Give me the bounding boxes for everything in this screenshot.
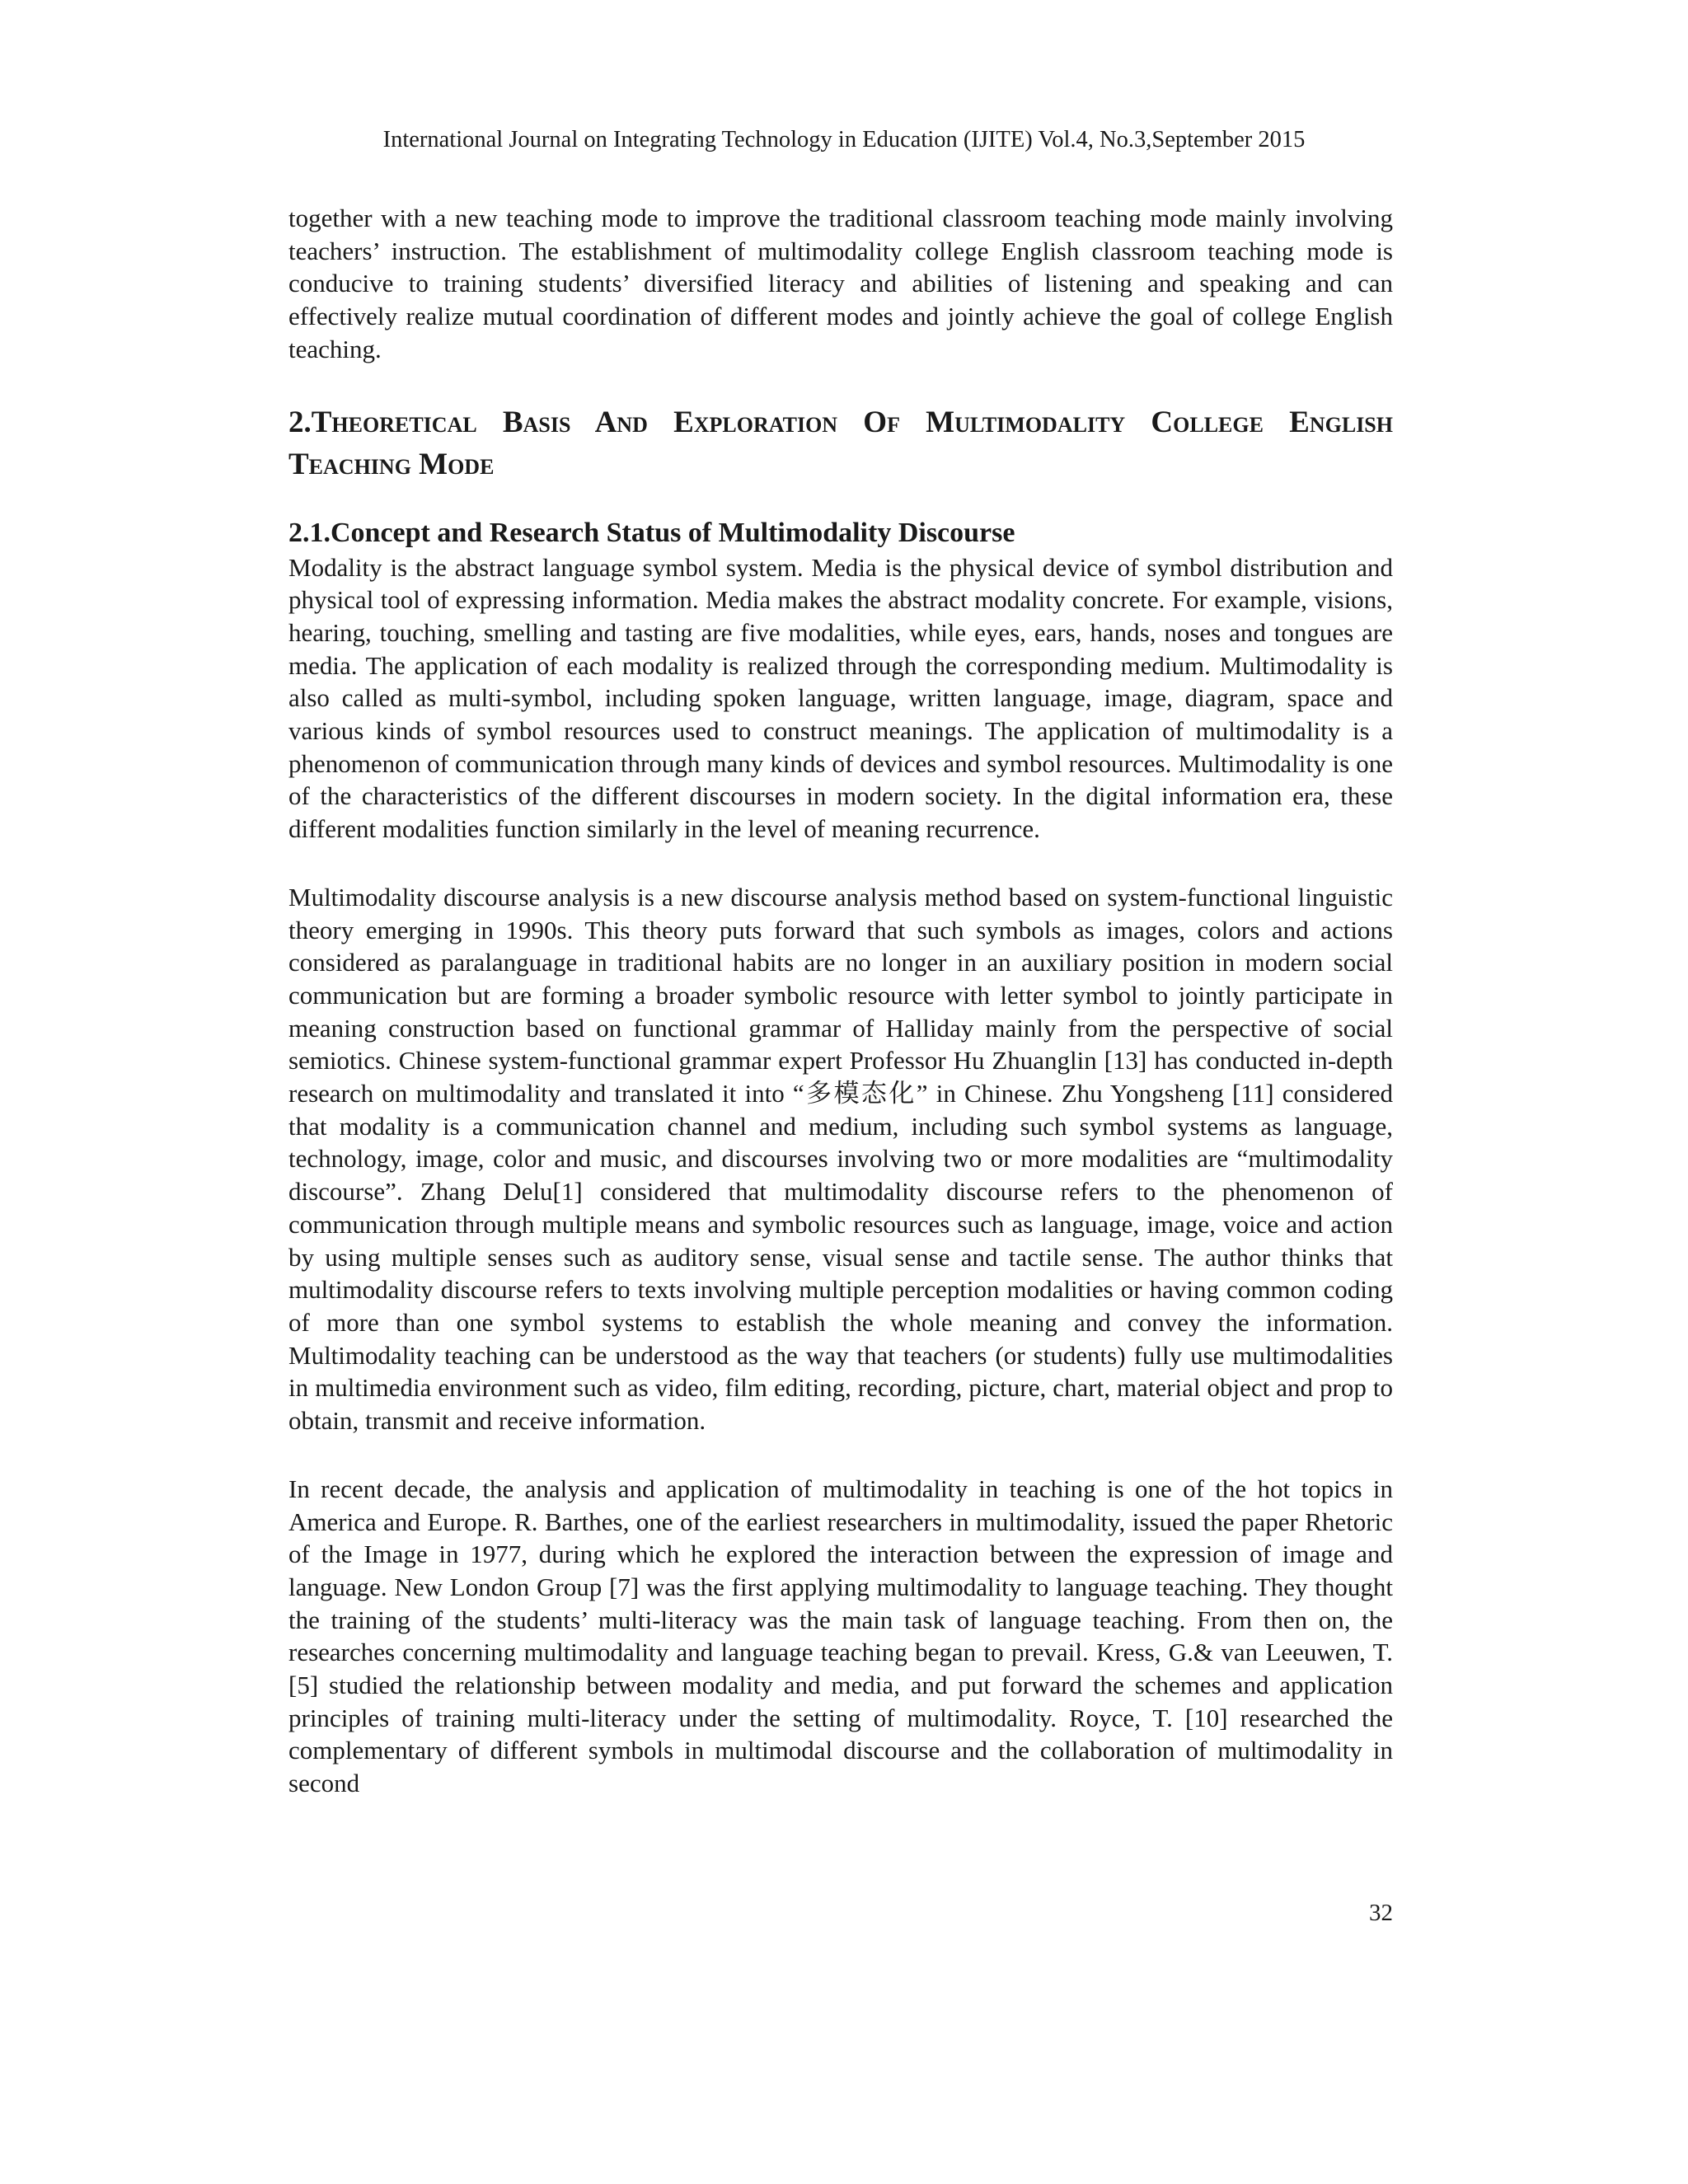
paragraph-discourse-analysis: Multimodality discourse analysis is a new discourse analysis method based on system-functional linguistic theory emerging in 1990s. This theory puts forward that such symbols as images, colors and actions considered as paralanguage in traditional habits are no longer in an auxiliary position in modern social communication but are forming a broader symbolic resource with letter symbol to jointly participate in meaning construction based on functional grammar of Halliday mainly from the perspective of social semiotics. Chinese system-functional grammar expert Professor Hu Zhuanglin [13] has conducted in-depth research on multimodality and translated it into “多模态化” in Chinese. Zhu Yongsheng [11] considered that modality is a communication channel and medium, including such symbol systems as language, technology, image, color and music, and discourses involving two or more modalities are “multimodality discourse”. Zhang Delu[1] considered that multimodality discourse refers to the phenomenon of communication through multiple means and symbolic resources such as language, image, voice and action by using multiple senses such as auditory sense, visual sense and tactile sense. The author thinks that multimodality discourse refers to texts involving multiple perception modalities or having common coding of more than one symbol systems to establish the whole meaning and convey the information. Multimodality teaching can be understood as the way that teachers (or students) fully use multimodalities in multimedia environment such as video, film editing, recording, picture, chart, material object and prop to obtain, transmit and receive information. bbox=[288, 882, 1393, 1436]
section-heading: 2.Theoretical Basis And Exploration Of Multimodality College English Teaching Mode bbox=[288, 405, 1393, 481]
page-number: 32 bbox=[1369, 1900, 1393, 1926]
subsection-heading: 2.1.Concept and Research Status of Multimodality Discourse bbox=[288, 517, 1015, 548]
page-body bbox=[288, 202, 1393, 1800]
running-header: International Journal on Integrating Technology in Education (IJITE) Vol.4, No.3,September 2015 bbox=[382, 127, 1306, 152]
intro-paragraph: together with a new teaching mode to improve the traditional classroom teaching mode mainly involving teachers’ instruction. The establishment of multimodality college English classroom teaching mode is conducive to training students’ diversified literacy and abilities of listening and speaking and can effectively realize mutual coordination of different modes and jointly achieve the goal of college English teaching. bbox=[288, 204, 1393, 363]
paragraph-research-status: In recent decade, the analysis and application of multimodality in teaching is one of the hot topics in America and Europe. R. Barthes, one of the earliest researchers in multimodality, issued the paper Rhetoric of the Image in 1977, during which he explored the interaction between the expression of image and language. New London Group [7] was the first applying multimodality to language teaching. They thought the training of the students’ multi-literacy was the main task of language teaching. From then on, the researches concerning multimodality and language teaching began to prevail. Kress, G.& van Leeuwen, T. [5] studied the relationship between modality and media, and put forward the schemes and application principles of training multi-literacy under the setting of multimodality. Royce, T. [10] researched the complementary of different symbols in multimodal discourse and the collaboration of multimodality in second bbox=[288, 1474, 1393, 1798]
paragraph-modality: Modality is the abstract language symbol system. Media is the physical device of symbol distribution and physical tool of expressing information. Media makes the abstract modality concrete. For example, visions, hearing, touching, smelling and tasting are five modalities, while eyes, ears, hands, noses and tongues are media. The application of each modality is realized through the corresponding medium. Multimodality is also called as multi-symbol, including spoken language, written language, image, diagram, space and various kinds of symbol resources used to construct meanings. The application of multimodality is a phenomenon of communication through many kinds of devices and symbol resources. Multimodality is one of the characteristics of the different discourses in modern society. In the digital information era, these different modalities function similarly in the level of meaning recurrence. bbox=[288, 552, 1393, 844]
